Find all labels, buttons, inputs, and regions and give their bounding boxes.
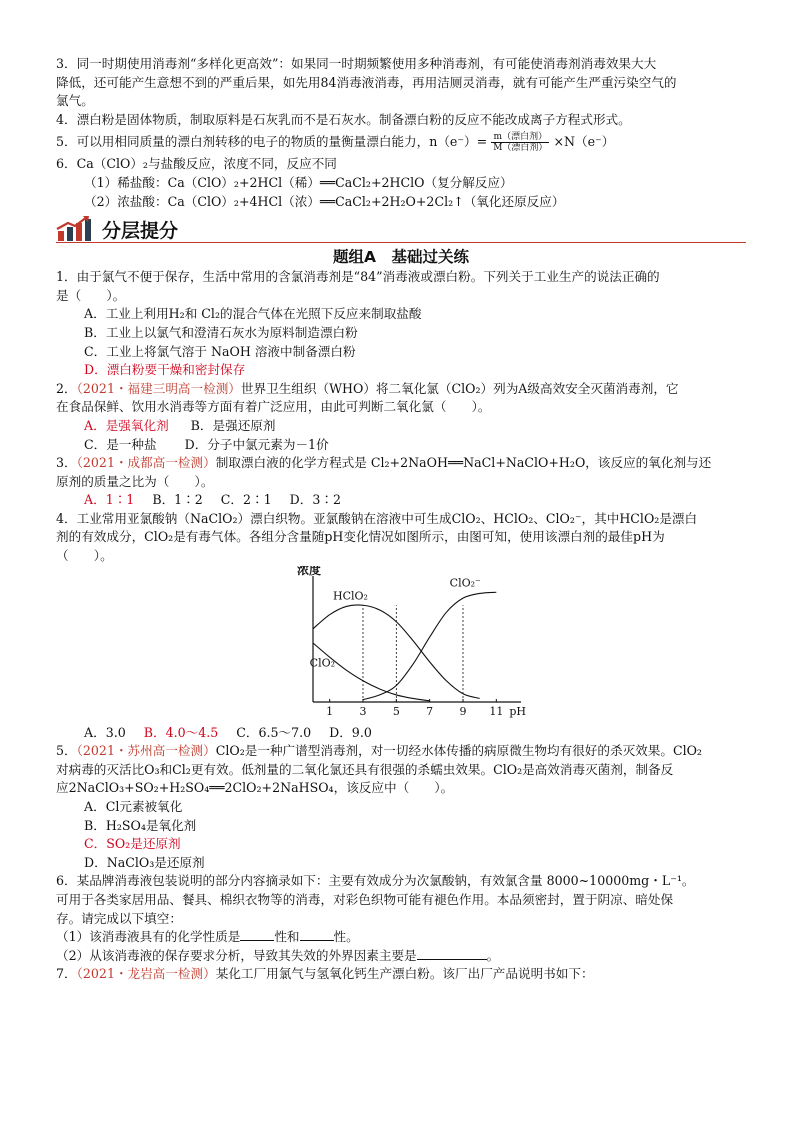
- note-6: 6．Ca（ClO）₂与盐酸反应，浓度不同，反应不同: [56, 156, 337, 172]
- q4-stem-line-2: 剂的有效成分，ClO₂是有毒气体。各组分含量随pH变化情况如图所示，由图可知，使用该漂白剂的最佳pH为: [56, 529, 665, 545]
- x-tick-label-3: 3: [359, 704, 367, 718]
- group-title: 题组A 基础过关练: [333, 248, 469, 267]
- q3-options: [56, 491, 746, 510]
- question-3: [56, 454, 746, 510]
- q5-stem-line-2: 对病毒的灭活比O₃和Cl₂更有效。低剂量的二氧化氯还具有很强的杀蠕虫效果。ClO₂是高效消毒灭菌剂，制备反: [56, 761, 674, 777]
- note-5: [56, 129, 746, 155]
- q6-stem-line-3: 存。请完成以下填空：: [56, 910, 182, 926]
- q6-s2-text-b: 。: [486, 947, 500, 963]
- series-label-1: ClO₂: [309, 656, 336, 670]
- notes-block: [56, 55, 746, 211]
- q6-subquestion-1: [56, 928, 746, 947]
- q2-stem-text: 世界卫生组织（WHO）将二氧化氯（ClO₂）列为A级高效安全灭菌消毒剂，它: [240, 380, 679, 396]
- x-tick-label-5: 5: [392, 704, 400, 718]
- q5-stem-line-1: [56, 742, 746, 761]
- q5-stem-line-3: 应2NaClO₃+SO₂+H₂SO₄══2ClO₂+2NaHSO₄，该反应中（ ）。: [56, 780, 454, 796]
- note-3-line-2: 降低，还可能产生意想不到的严重后果，如先用84消毒液消毒，再用洁厕灵消毒，就有可能产生严重污染空气的: [56, 74, 677, 90]
- q7-source: （2021・龙岩高一检测）: [76, 966, 216, 982]
- q6-stem-line-2: 可用于各类家居用品、餐具、棉织衣物等的消毒，对彩色织物可能有褪色作用。本品须密封，置于阴凉、暗处保: [56, 892, 674, 907]
- q6-s1-blank-1[interactable]: [240, 928, 274, 941]
- q4-stem-line-1: 4．工业常用亚氯酸钠（NaClO₂）漂白织物。亚氯酸钠在溶液中可生成ClO₂、HClO₂、ClO₂⁻，其中HClO₂是漂白: [56, 510, 698, 526]
- note-3-line-1: 3．同一时期使用消毒剂“多样化更高效”：如果同一时期频繁使用多种消毒剂，有可能使消毒剂消毒效果大大: [56, 56, 657, 71]
- q2-stem-line-2: 在食品保鲜、饮用水消毒等方面有着广泛应用，由此可判断二氧化氯（ ）。: [56, 399, 491, 415]
- fraction-numerator: m（漂白剂）: [491, 132, 549, 143]
- question-7: [56, 965, 746, 984]
- q6-s1-text-c: 性。: [333, 929, 359, 945]
- q5-source: （2021・苏州高一检测）: [76, 743, 216, 759]
- q6-stem-line-1: 6．某品牌消毒液包装说明的部分内容摘录如下：主要有效成分为次氯酸钠，有效氯含量 8000~10000mg・L⁻¹。: [56, 873, 695, 889]
- q7-stem: [56, 965, 746, 984]
- q1-stem-line-2: 是（ ）。: [56, 287, 126, 303]
- q3-stem-line-1: [56, 454, 746, 473]
- section-header: [56, 213, 746, 241]
- q6-subquestion-2: [56, 947, 746, 966]
- y-axis-label: 浓度: [296, 565, 322, 577]
- q1-option-c: C．工业上将氯气溶于 NaOH 溶液中制备漂白粉: [84, 343, 356, 359]
- section-title: 分层提分: [102, 220, 179, 243]
- q1-option-b: B．工业上以氯气和澄清石灰水为原料制造漂白粉: [84, 324, 358, 340]
- note-4: 4．漂白粉是固体物质，制取原料是石灰乳而不是石灰水。制备漂白粉的反应不能改成离子方程式形式。: [56, 111, 631, 127]
- page-content: [56, 55, 746, 984]
- q3-stem-line-2: 原剂的质量之比为（ ）。: [56, 473, 214, 489]
- q3-number: 3．: [56, 455, 77, 471]
- x-tick-label-11: 11: [489, 704, 504, 718]
- note-5-tail: ×N（e⁻）: [553, 134, 615, 150]
- q5-option-b: B．H₂SO₄是氧化剂: [84, 817, 197, 833]
- q3-option-d: D．3∶2: [289, 492, 341, 508]
- q2-options-row-2: [56, 436, 746, 455]
- note-3-line-3: 氯气。: [56, 93, 94, 109]
- q3-option-b: B．1∶2: [152, 492, 203, 508]
- chart-svg: [291, 566, 531, 724]
- question-5: [56, 742, 746, 872]
- q3-source: （2021・成都高一检测）: [76, 455, 216, 471]
- x-tick-label-7: 7: [426, 704, 434, 718]
- q4-stem-line-3: （ ）。: [56, 548, 113, 564]
- q4-option-d: D．9.0: [329, 724, 372, 740]
- series-line-2: [363, 592, 496, 699]
- x-tick-label-9: 9: [459, 704, 467, 718]
- q6-s1-blank-2[interactable]: [300, 928, 334, 941]
- q2-options-row-1: [56, 417, 746, 436]
- q5-option-c-answer: C．SO₂是还原剂: [84, 836, 181, 852]
- question-2: [56, 380, 746, 454]
- q4-options: [56, 724, 746, 743]
- q2-stem-line-1: [56, 380, 746, 399]
- question-4: [56, 510, 746, 742]
- series-line-1: [313, 643, 430, 701]
- q3-option-c: C．2∶1: [220, 492, 272, 508]
- q1-option-a: A．工业上利用H₂和 Cl₂的混合气体在光照下反应来制取盐酸: [84, 306, 422, 322]
- q3-stem-text: 制取漂白液的化学方程式是 Cl₂+2NaOH══NaCl+NaClO+H₂O，该反应的氧化剂与还: [215, 455, 712, 471]
- q6-s1-text-b: 性和: [274, 929, 300, 945]
- question-6: [56, 872, 746, 965]
- series-label-2: ClO₂⁻: [449, 576, 481, 590]
- note-6-dilute: （1）稀盐酸：Ca（ClO）₂+2HCl（稀）══CaCl₂+2HClO（复分解反应）: [84, 174, 513, 190]
- note-5-text: 5．可以用相同质量的漂白剂转移的电子的物质的量衡量漂白能力，n（e⁻）=: [56, 134, 488, 150]
- q2-option-a-answer: A．是强氧化剂: [84, 417, 169, 433]
- note-6-concentrated: （2）浓盐酸：Ca（ClO）₂+4HCl（浓）══CaCl₂+2H₂O+2Cl₂↑（氧化还原反应）: [84, 193, 565, 209]
- q7-stem-text: 某化工厂用氯气与氢氧化钙生产漂白粉。该厂出厂产品说明书如下：: [215, 966, 594, 982]
- x-tick-label-1: 1: [326, 704, 334, 718]
- fraction-denominator: M（漂白剂）: [493, 143, 548, 154]
- q2-number: 2．: [56, 380, 77, 396]
- q2-option-b: B．是强还原剂: [190, 417, 276, 433]
- q1-stem-line-1: 1．由于氯气不便于保存，生活中常用的含氯消毒剂是“84”消毒液或漂白粉。下列关于工业生产的说法正确的: [56, 269, 660, 285]
- concentration-ph-chart: [291, 566, 531, 724]
- q5-stem-text: ClO₂是一种广谱型消毒剂，对一切经水体传播的病原微生物均有很好的杀灭效果。ClO₂: [215, 743, 702, 759]
- q5-option-d: D．NaClO₃是还原剂: [84, 854, 205, 870]
- q4-option-b-answer: B．4.0～4.5: [143, 724, 219, 740]
- q1-option-d-answer: D．漂白粉要干燥和密封保存: [84, 362, 246, 378]
- q6-s2-blank[interactable]: [417, 947, 487, 960]
- q2-option-d: D．分子中氯元素为－1价: [184, 436, 329, 452]
- q3-option-a-answer: A．1∶1: [84, 492, 135, 508]
- q2-source: （2021・福建三明高一检测）: [76, 380, 241, 396]
- q2-option-c: C．是一种盐: [84, 436, 157, 452]
- question-1: [56, 268, 746, 380]
- q6-s1-text-a: （1）该消毒液具有的化学性质是: [56, 929, 241, 945]
- q6-s2-text-a: （2）从该消毒液的保存要求分析，导致其失效的外界因素主要是: [56, 947, 417, 963]
- series-label-0: HClO₂: [333, 588, 368, 602]
- q5-option-a: A．Cl元素被氧化: [84, 799, 183, 815]
- q4-option-a: A．3.0: [84, 724, 126, 740]
- bleach-formula-fraction: [491, 132, 549, 153]
- q7-number: 7．: [56, 966, 77, 982]
- x-axis-label: pH: [509, 704, 526, 718]
- q5-number: 5．: [56, 743, 77, 759]
- rising-bar-chart-icon: [56, 215, 92, 241]
- q4-option-c: C．6.5～7.0: [236, 724, 312, 740]
